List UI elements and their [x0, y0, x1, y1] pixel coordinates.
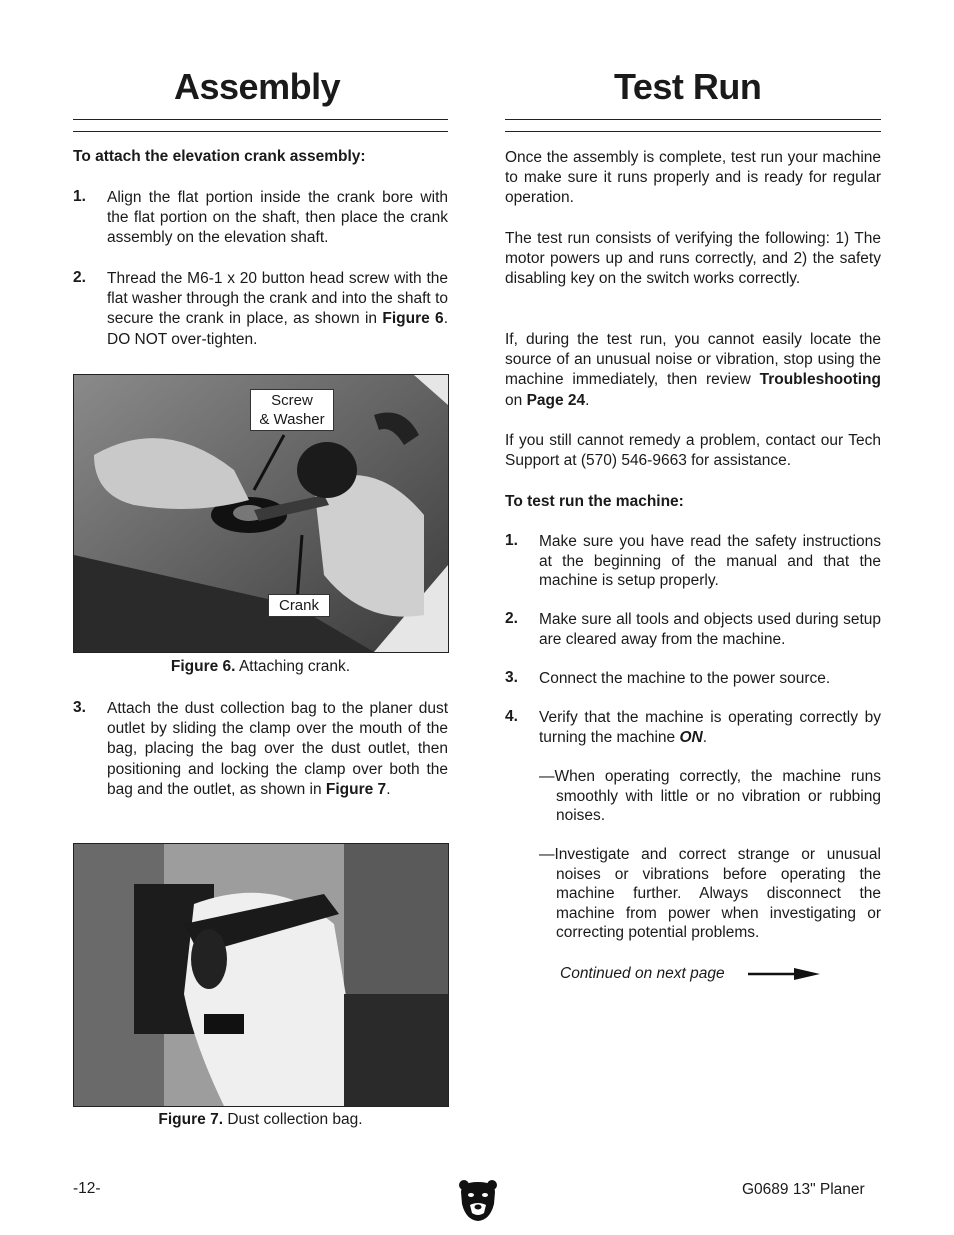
crank-subheading: To attach the elevation crank assembly: [73, 148, 366, 165]
crank-callout: Crank [268, 594, 330, 617]
step-text: Verify that the machine is operating correctly by turning the machine ON. [539, 709, 881, 746]
title-rule-bottom [505, 131, 881, 132]
test-run-title: Test Run [614, 66, 762, 107]
screw-washer-callout: Screw & Washer [250, 389, 334, 431]
step-number: 2. [505, 610, 518, 627]
test-run-subheading: To test run the machine: [505, 493, 684, 510]
figure-7-photo [73, 843, 449, 1107]
step-text: Attach the dust collection bag to the planer dust outlet by sliding the clamp over the mouth of the bag, placing the bag over the dust outlet, then positioning and locking the clamp over both the bag and the outlet, as shown in Figure 7. [107, 700, 448, 798]
step-text: Make sure you have read the safety instructions at the beginning of the manual and that the machine is setup properly. [539, 533, 881, 590]
assembly-title: Assembly [174, 66, 341, 107]
step-number: 1. [505, 532, 518, 549]
title-rule-bottom [73, 131, 448, 132]
page-number: -12- [73, 1180, 101, 1197]
continued-note: Continued on next page [560, 965, 725, 982]
step-number: 1. [73, 188, 86, 205]
figure-ref: Figure 7 [325, 780, 387, 798]
step-text: Align the flat portion inside the crank bore with the flat portion on the shaft, then place the crank assembly on the elevation shaft. [107, 189, 448, 247]
step-text: Make sure all tools and objects used during setup are cleared away from the machine. [539, 611, 881, 648]
bear-logo-icon [458, 1178, 498, 1222]
figure-ref: Figure 6 [382, 310, 444, 328]
note-investigate: —Investigate and correct strange or unusual noises or vibrations before operating the machine further. Always disconnect the machine from power when investigating or correcting potential problems. [539, 846, 881, 942]
arrow-right-icon [748, 966, 822, 982]
figure-6-caption: Figure 6. Attaching crank. [170, 658, 351, 675]
step-number: 3. [73, 699, 86, 716]
step-text: Connect the machine to the power source. [539, 670, 831, 687]
note-operating-correctly: —When operating correctly, the machine runs smoothly with little or no vibration or rubbing noises. [539, 768, 881, 825]
title-rule-top [73, 119, 448, 120]
title-rule-top [505, 119, 881, 120]
step-text: Thread the M6-1 x 20 button head screw with the flat washer through the crank and into the shaft to secure the crank in place, as shown in Figure 6. DO NOT over-tighten. [107, 270, 448, 348]
troubleshoot-paragraph: If, during the test run, you cannot easily locate the source of an unusual noise or vibration, stop using the machine immediately, then review Troubleshooting on Page 24. [505, 331, 881, 409]
figure-7-caption: Figure 7. Dust collection bag. [158, 1111, 363, 1128]
consists-paragraph: The test run consists of verifying the following: 1) The motor powers up and runs correctly, and 2) the safety disabling key on the switch works correctly. [505, 230, 881, 288]
step-number: 2. [73, 269, 86, 286]
model-name: G0689 13" Planer [742, 1181, 865, 1198]
step-number: 3. [505, 669, 518, 686]
support-paragraph: If you still cannot remedy a problem, contact our Tech Support at (570) 546-9663 for assistance. [505, 432, 881, 470]
dust-bag-photo-illustration [74, 844, 448, 1106]
intro-paragraph: Once the assembly is complete, test run your machine to make sure it runs properly and is ready for regular operation. [505, 149, 881, 207]
step-number: 4. [505, 708, 518, 725]
